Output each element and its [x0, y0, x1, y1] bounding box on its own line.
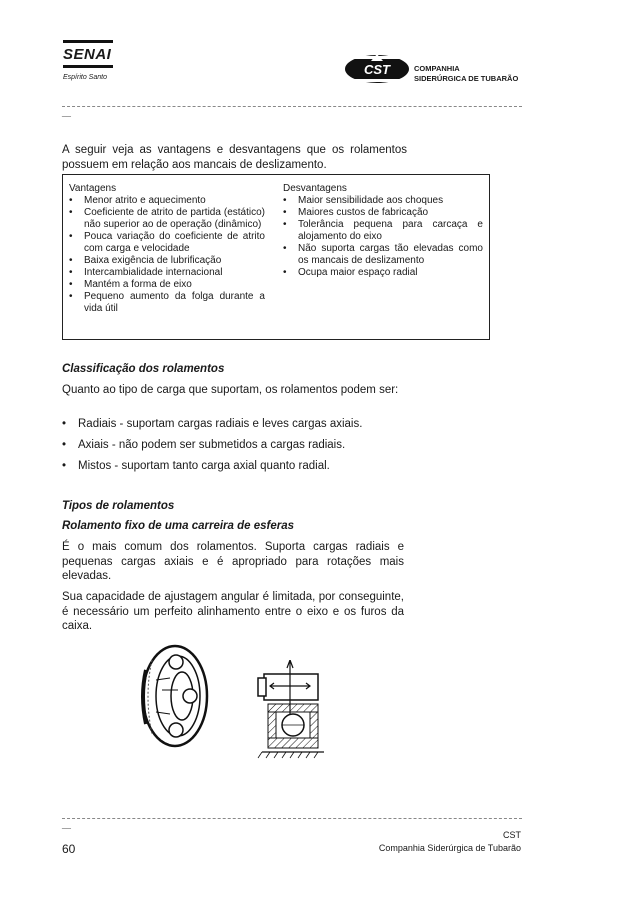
advantages-title: Vantagens — [69, 183, 117, 194]
list-item-text: Axiais - não podem ser submetidos a cargas radiais. — [78, 439, 346, 451]
disadvantages-column — [283, 183, 483, 279]
tipos-paragraph-2: Sua capacidade de ajustagem angular é limitada, por conseguinte, é necessário um perfeito alinhamento entre o eixo e os furos da caixa. — [62, 591, 404, 632]
bearing-section-illustration — [256, 660, 330, 760]
senai-logo-rule-top — [63, 40, 113, 43]
cst-company-line1: COMPANHIA — [414, 64, 460, 73]
header-dash: __ — [62, 108, 71, 117]
bearing-perspective-illustration — [132, 640, 218, 752]
advantage-item: • Coeficiente de atrito de partida (estático) não superior ao de operação (dinâmico) — [69, 207, 265, 231]
list-item: • Axiais - não podem ser submetidos a cargas radiais. — [62, 439, 346, 451]
advantages-table — [62, 174, 490, 340]
disadvantage-item: • Não suporta cargas tão elevadas como os mancais de deslizamento — [283, 243, 483, 267]
advantage-item: • Menor atrito e aquecimento — [69, 195, 265, 207]
list-item-text: Mistos - suportam tanto carga axial quanto radial. — [78, 460, 330, 472]
advantages-column — [69, 183, 265, 315]
cst-company-name — [414, 64, 518, 84]
footer-divider — [62, 818, 522, 819]
subsection-heading: Rolamento fixo de uma carreira de esferas — [62, 520, 295, 532]
disadvantage-item: • Ocupa maior espaço radial — [283, 267, 483, 279]
advantage-item: • Intercambialidade internacional — [69, 267, 265, 279]
footer-dash: __ — [62, 820, 71, 829]
advantage-item: • Mantém a forma de eixo — [69, 279, 265, 291]
list-item: • Radiais - suportam cargas radiais e leves cargas axiais. — [62, 418, 363, 430]
page-number: 60 — [62, 842, 76, 856]
advantage-item: • Pequeno aumento da folga durante a vida útil — [69, 291, 265, 315]
footer-org-full: Companhia Siderúrgica de Tubarão — [378, 843, 521, 853]
cst-company-line2: SIDERÚRGICA DE TUBARÃO — [414, 74, 519, 83]
section-heading-classificacao: Classificação dos rolamentos — [62, 363, 225, 375]
senai-logo: SENAI — [63, 46, 112, 63]
cst-logo-text: CST — [364, 62, 390, 77]
header-divider — [62, 106, 522, 107]
senai-logo-rule-bottom — [63, 65, 113, 68]
list-item-text: Radiais - suportam cargas radiais e leves cargas axiais. — [78, 418, 363, 430]
intro-paragraph: A seguir veja as vantagens e desvantagens que os rolamentos possuem em relação aos mancais de deslizamento. — [62, 144, 407, 171]
tipos-paragraph-1: É o mais comum dos rolamentos. Suporta cargas radiais e pequenas cargas axiais e é apropriado para rotações mais elevadas. — [62, 541, 404, 582]
classificacao-intro: Quanto ao tipo de carga que suportam, os rolamentos podem ser: — [62, 384, 399, 396]
footer-org-short: CST — [503, 830, 521, 840]
advantage-item: • Pouca variação do coeficiente de atrito com carga e velocidade — [69, 231, 265, 255]
disadvantage-item: • Tolerância pequena para carcaça e alojamento do eixo — [283, 219, 483, 243]
cst-logo — [343, 52, 411, 86]
advantage-item: • Baixa exigência de lubrificação — [69, 255, 265, 267]
disadvantage-item: • Maior sensibilidade aos choques — [283, 195, 483, 207]
disadvantage-item: • Maiores custos de fabricação — [283, 207, 483, 219]
senai-subtitle: Espírito Santo — [63, 74, 107, 81]
list-item: • Mistos - suportam tanto carga axial quanto radial. — [62, 460, 330, 472]
disadvantages-title: Desvantagens — [283, 183, 347, 194]
section-heading-tipos: Tipos de rolamentos — [62, 500, 175, 512]
